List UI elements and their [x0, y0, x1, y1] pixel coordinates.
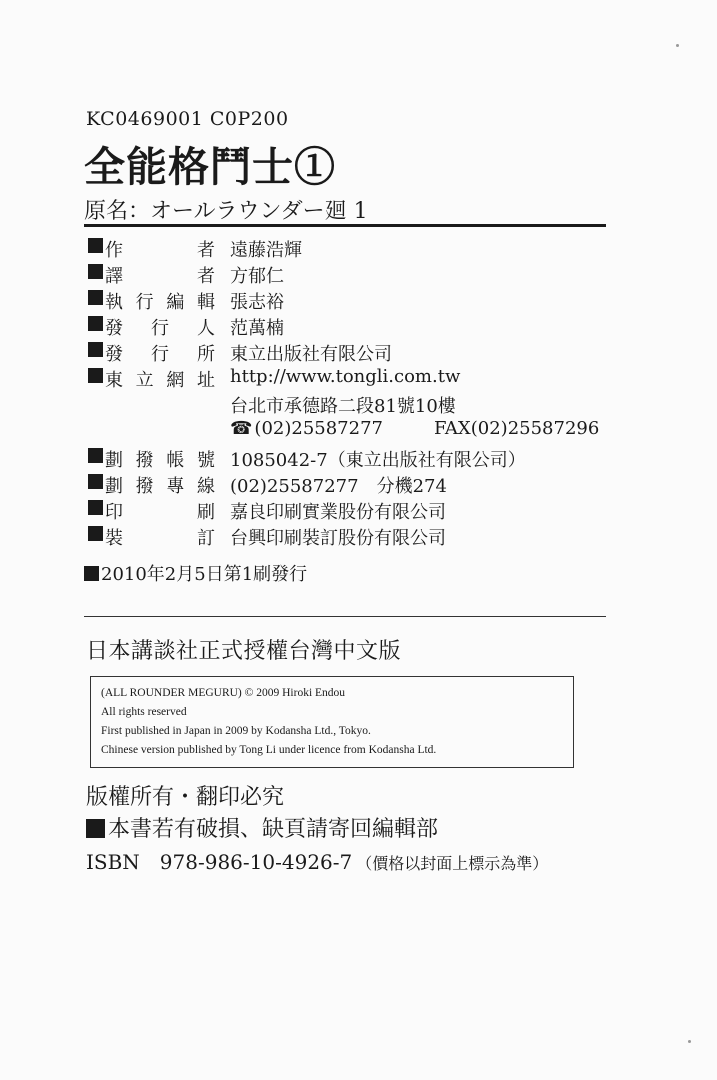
- credit-label: 印 刷: [105, 502, 215, 523]
- credit-row-postal-account: [84, 446, 624, 472]
- catalog-code: KC0469001 C0P200: [86, 108, 289, 130]
- damage-notice: [86, 812, 438, 843]
- credit-row-translator: [84, 262, 624, 288]
- bullet-square-icon: [88, 290, 103, 305]
- bullet-square-icon: [84, 566, 99, 581]
- website-url: http://www.tongli.com.tw: [230, 366, 461, 387]
- credit-value: 張志裕: [230, 292, 284, 313]
- credit-row-author: [84, 236, 624, 262]
- copyright-line: Chinese version published by Tong Li under licence from Kodansha Ltd.: [101, 744, 437, 756]
- credit-label: 發 行 人: [105, 318, 215, 339]
- bullet-square-icon: [88, 474, 103, 489]
- credit-row-printing: [84, 498, 624, 524]
- price-note: （價格以封面上標示為準）: [356, 854, 549, 873]
- bullet-square-icon: [88, 526, 103, 541]
- credit-row-editor: [84, 288, 624, 314]
- bullet-square-icon: [88, 264, 103, 279]
- copyright-line: All rights reserved: [101, 706, 187, 718]
- publication-date: [84, 560, 307, 586]
- credit-value: 嘉良印刷實業股份有限公司: [230, 502, 446, 523]
- title-divider: [84, 224, 606, 227]
- credit-label: 執行編輯: [105, 292, 215, 313]
- scan-speck: [688, 1040, 691, 1043]
- credit-label: 劃撥專線: [105, 476, 215, 497]
- scan-speck: [676, 44, 679, 47]
- credit-value: 台興印刷裝訂股份有限公司: [230, 528, 446, 549]
- credit-label: 發 行 所: [105, 344, 215, 365]
- bullet-square-icon: [86, 819, 105, 838]
- rights-reserved: 版權所有・翻印必究: [86, 785, 285, 810]
- copyright-box: [90, 676, 574, 768]
- section-divider: [84, 616, 606, 617]
- credit-value: 東立出版社有限公司: [230, 344, 392, 365]
- publication-date-text: 2010年2月5日第1刷發行: [101, 564, 308, 585]
- phone-fax-row: [84, 418, 624, 444]
- credit-label: 東立網址: [105, 370, 215, 391]
- book-title: 全能格鬥士①: [84, 143, 336, 191]
- credit-value: 方郁仁: [230, 266, 284, 287]
- credit-row-publishing-house: [84, 340, 624, 366]
- credit-row-publisher: [84, 314, 624, 340]
- copyright-line: First published in Japan in 2009 by Kodansha Ltd., Tokyo.: [101, 725, 371, 737]
- address-row: [84, 392, 624, 418]
- original-title: 原名：オールラウンダー廻 1: [84, 199, 368, 224]
- credit-label: 劃撥帳號: [105, 450, 215, 471]
- credit-value: (02)25587277 分機274: [230, 476, 447, 497]
- credit-label: 譯 者: [105, 266, 215, 287]
- credit-label: 裝 訂: [105, 528, 215, 549]
- credit-value: 遠藤浩輝: [230, 240, 302, 261]
- license-statement: 日本講談社正式授權台灣中文版: [86, 639, 402, 664]
- telephone-icon: ☎: [230, 418, 253, 439]
- address: 台北市承德路二段81號10樓: [230, 396, 456, 417]
- bullet-square-icon: [88, 368, 103, 383]
- fax-number: FAX(02)25587296: [434, 418, 600, 439]
- credit-row-website: [84, 366, 624, 392]
- copyright-line: (ALL ROUNDER MEGURU) © 2009 Hiroki Endou: [101, 687, 346, 699]
- bullet-square-icon: [88, 316, 103, 331]
- phone-number: (02)25587277: [254, 418, 383, 439]
- isbn: ISBN 978-986-10-4926-7: [86, 850, 353, 874]
- bullet-square-icon: [88, 500, 103, 515]
- bullet-square-icon: [88, 238, 103, 253]
- bullet-square-icon: [88, 342, 103, 357]
- damage-notice-text: 本書若有破損、缺頁請寄回編輯部: [108, 817, 439, 842]
- isbn-line: [86, 846, 548, 875]
- credit-value: 1085042-7（東立出版社有限公司）: [230, 450, 526, 471]
- credit-value: 范萬楠: [230, 318, 284, 339]
- credit-row-postal-hotline: [84, 472, 624, 498]
- credit-row-binding: [84, 524, 624, 550]
- credit-label: 作 者: [105, 240, 215, 261]
- bullet-square-icon: [88, 448, 103, 463]
